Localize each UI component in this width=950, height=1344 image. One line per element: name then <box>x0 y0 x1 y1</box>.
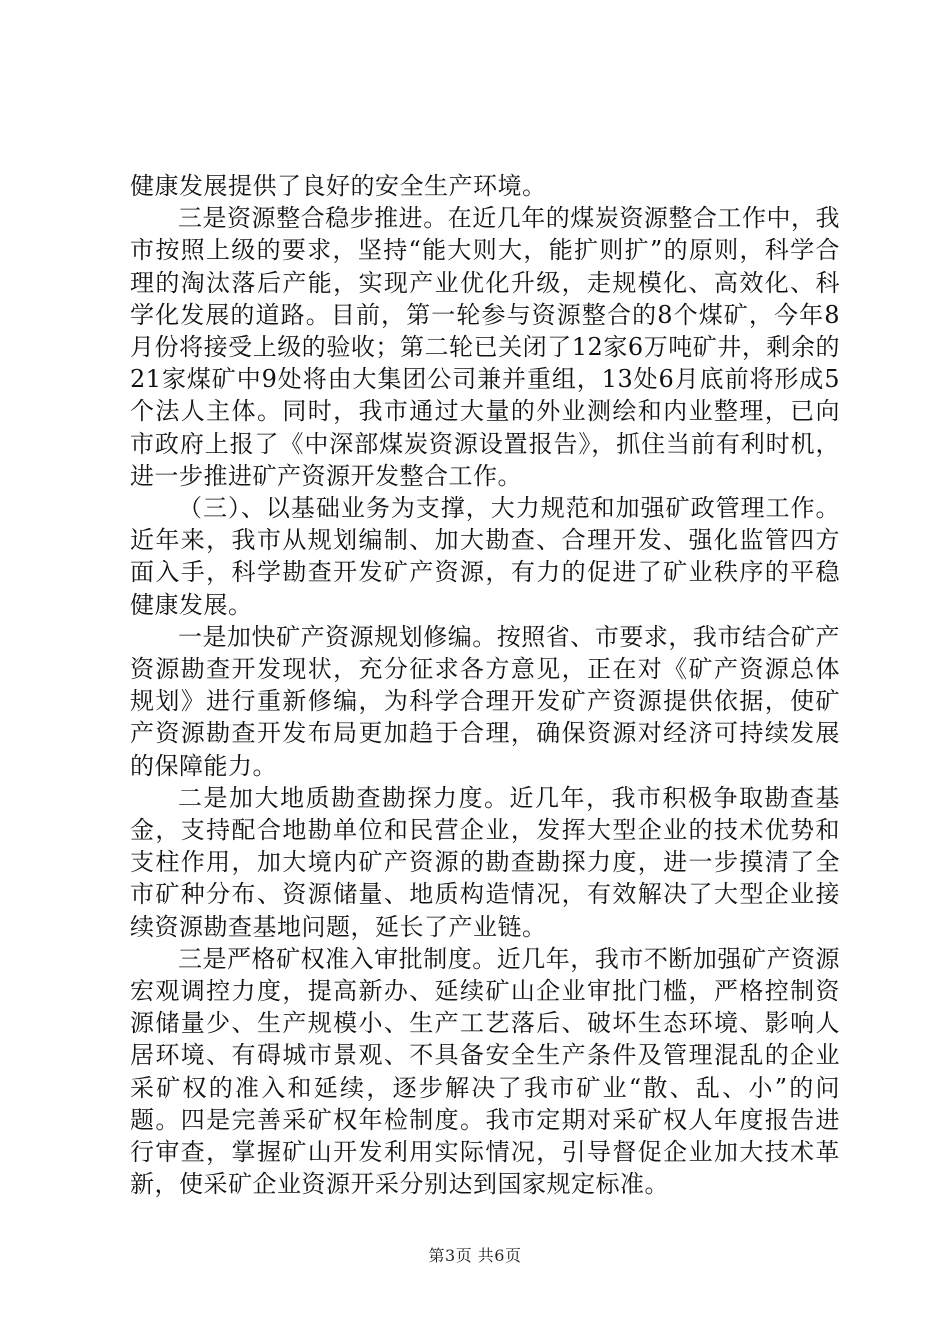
document-body <box>130 170 840 1201</box>
paragraph-3: （三）、以基础业务为支撑，大力规范和加强矿政管理工作。近年来，我市从规划编制、加大勘查、合理开发、强化监管四方面入手，科学勘查开发矿产资源，有力的促进了矿业秩序的平稳健康发展。 <box>130 494 840 619</box>
paragraph-2: 三是资源整合稳步推进。在近几年的煤炭资源整合工作中，我市按照上级的要求，坚持“能大则大，能扩则扩”的原则，科学合理的淘汰落后产能，实现产业优化升级，走规模化、高效化、科学化发展的道路。目前，第一轮参与资源整合的8个煤矿，今年8月份将接受上级的验收；第二轮已关闭了12家6万吨矿井，剩余的21家煤矿中9处将由大集团公司兼并重组，13处6月底前将形成5个法人主体。同时，我市通过大量的外业测绘和内业整理，已向市政府上报了《中深部煤炭资源设置报告》，抓住当前有利时机，进一步推进矿产资源开发整合工作。 <box>130 204 840 490</box>
paragraph-6: 三是严格矿权准入审批制度。近几年，我市不断加强矿产资源宏观调控力度，提高新办、延续矿山企业审批门槛，严格控制资源储量少、生产规模小、生产工艺落后、破坏生态环境、影响人居环境、有碍城市景观、不具备安全生产条件及管理混乱的企业采矿权的准入和延续，逐步解决了我市矿业“散、乱、小”的问题。四是完善采矿权年检制度。我市定期对采矿权人年度报告进行审查，掌握矿山开发利用实际情况，引导督促企业加大技术革新，使采矿企业资源开采分别达到国家规定标准。 <box>130 944 840 1199</box>
paragraph-1: 健康发展提供了良好的安全生产环境。 <box>130 172 547 200</box>
paragraph-4: 一是加快矿产资源规划修编。按照省、市要求，我市结合矿产资源勘查开发现状，充分征求各方意见，正在对《矿产资源总体规划》进行重新修编，为科学合理开发矿产资源提供依据，使矿产资源勘查开发布局更加趋于合理，确保资源对经济可持续发展的保障能力。 <box>130 622 840 780</box>
paragraph-5: 二是加大地质勘查勘探力度。近几年，我市积极争取勘查基金，支持配合地勘单位和民营企业，发挥大型企业的技术优势和支柱作用，加大境内矿产资源的勘查勘探力度，进一步摸清了全市矿种分布、资源储量、地质构造情况，有效解决了大型企业接续资源勘查基地问题，延长了产业链。 <box>130 783 840 941</box>
page-number-label: 第3页 共6页 <box>428 1246 522 1265</box>
page-footer <box>0 1243 950 1266</box>
